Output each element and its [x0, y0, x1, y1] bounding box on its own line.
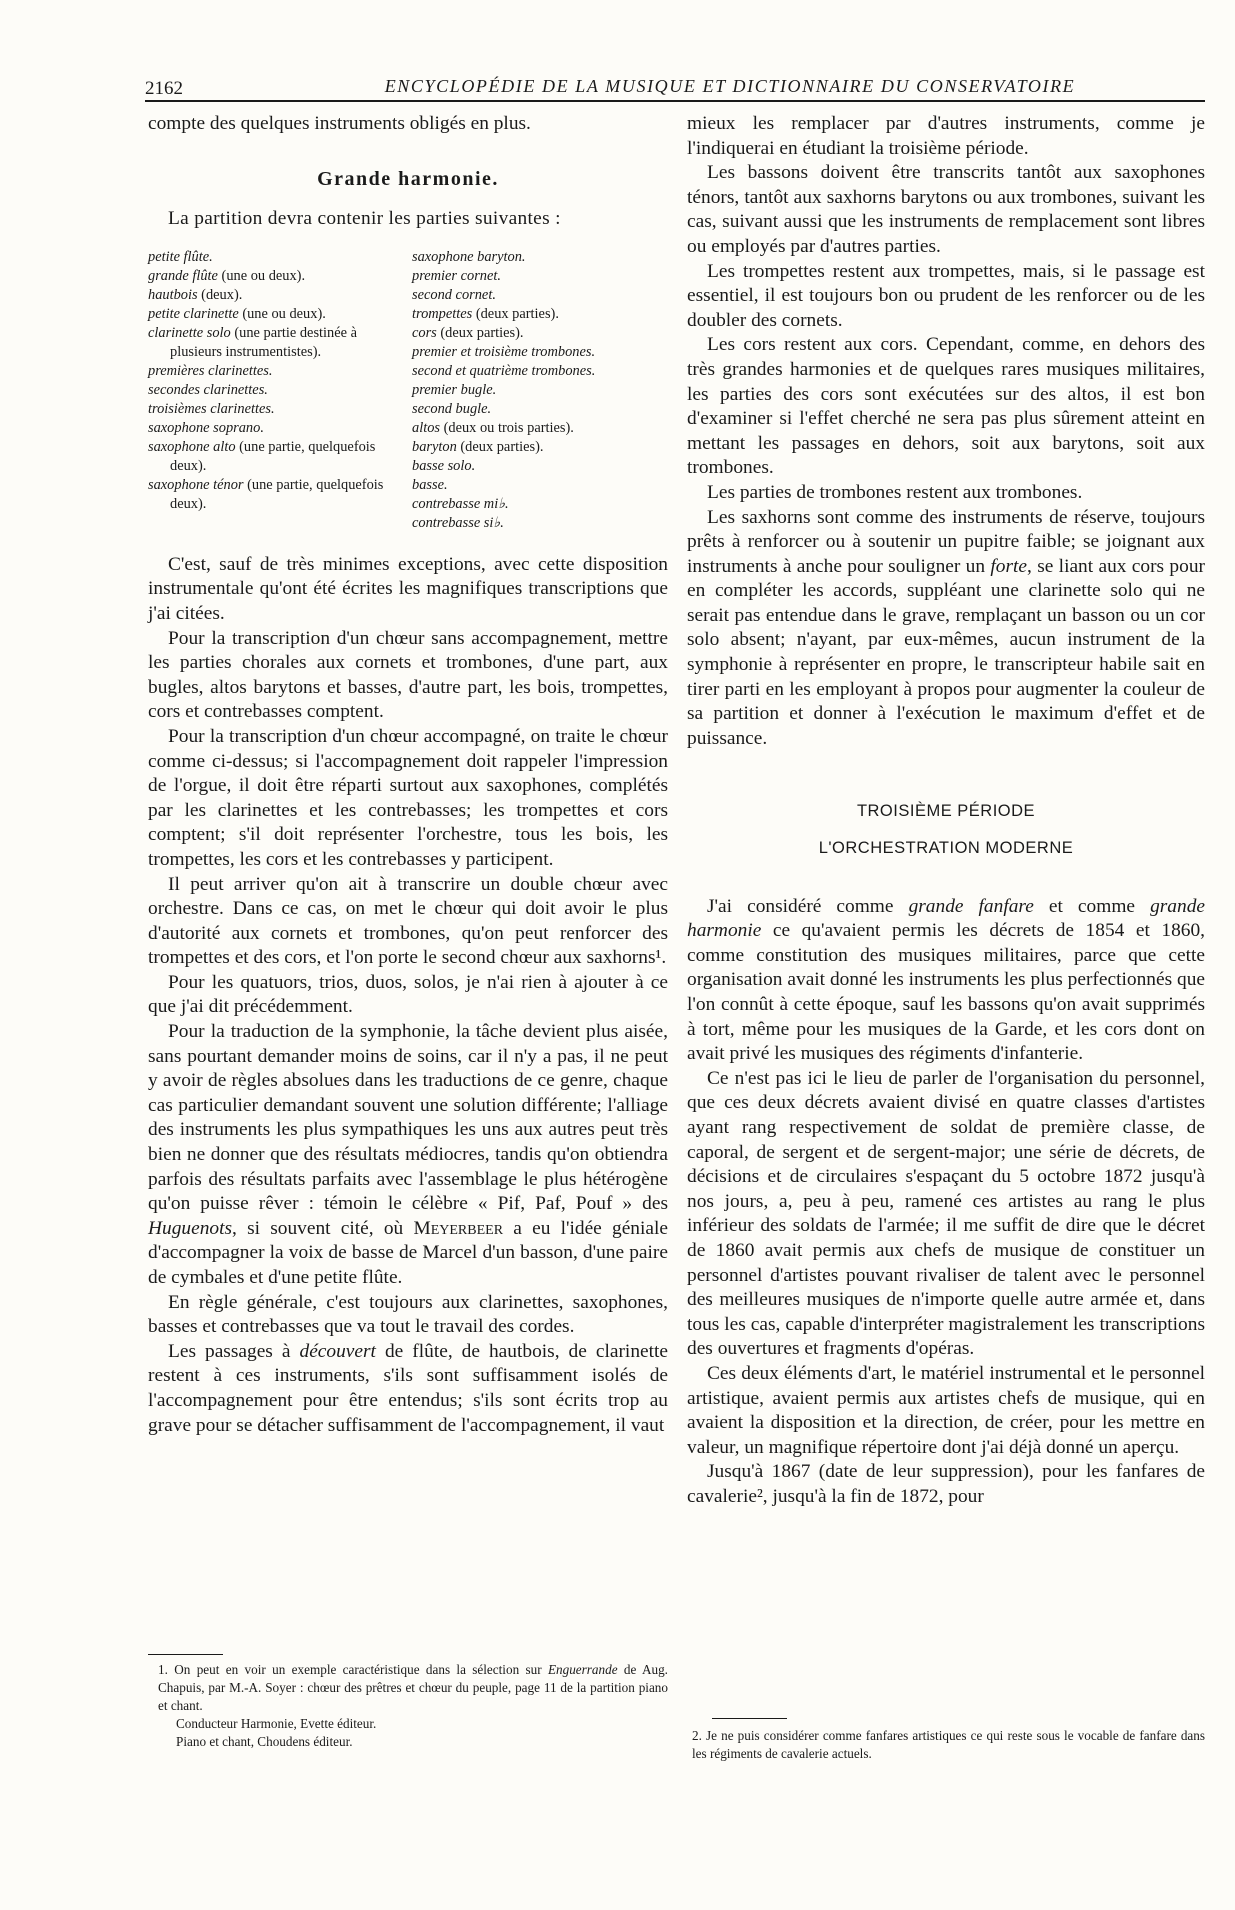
instrument-item: [148, 248, 404, 267]
instrument-note: (deux ou trois parties).: [440, 419, 574, 436]
instrument-item: [412, 438, 668, 457]
paragraph: C'est, sauf de très minimes exceptions, avec cette disposition instrumentale qu'ont été écrites les magnifiques transcriptions que j'ai citées.: [148, 553, 668, 624]
page-header: [145, 76, 1205, 102]
period-subheading: L'ORCHESTRATION MODERNE: [818, 839, 1074, 858]
instrument-item: [148, 381, 404, 400]
period-heading: TROISIÈME PÉRIODE: [856, 802, 1036, 821]
instrument-name: saxophone baryton.: [412, 248, 526, 265]
instrument-name: hautbois: [148, 286, 198, 303]
paragraph: Il peut arriver qu'on ait à transcrire un double chœur avec orchestre. Dans ce cas, on met le chœur qui doit avoir le plus d'autorité aux cornets et trombones, qu'on peut renforcer des trompettes et des cors, et l'on porte le second chœur aux saxhorns¹.: [148, 873, 668, 969]
instrument-item: [412, 324, 668, 343]
text-run: Les passages à: [168, 1340, 300, 1362]
paragraph: [687, 895, 1205, 1067]
paragraph: Ce n'est pas ici le lieu de parler de l'organisation du personnel, que ces deux décrets avaient divisé en quatre classes d'artistes ayant rang respectivement de soldat de première classe, de caporal, de sergent et de sergent-major; une série de décrets, de décisions et de circulaires s'espaçant du 5 octobre 1872 jusqu'à nos jours, a, peu à peu, ramené ces artistes au rang le plus inférieur des soldats de l'armée; il me suffit de dire que le décret de 1860 avait permis aux chefs de musique de constituer un personnel d'artistes pouvant rivaliser de talent avec le personnel des meilleures musiques de n'importe quelle autre armée et, dans tous les cas, capable d'interpréter magistralement les transcriptions des ouvertures et fragments d'opéras.: [687, 1067, 1205, 1360]
instrument-name: saxophone soprano.: [148, 419, 264, 436]
instrument-name: altos: [412, 419, 440, 436]
instrument-name: premier cornet.: [412, 267, 501, 284]
text-run: de Aug. Chapuis, par M.-A. Soyer : chœur des prêtres et chœur du peuple, page 11 de la partition piano et chant.: [158, 1662, 668, 1713]
instrument-item: [412, 343, 668, 362]
instrument-name: basse.: [412, 476, 448, 493]
text-run: Les saxhorns sont comme des instruments de réserve, toujours prêts à renforcer ou à soutenir un pupitre faible; se joignant aux instruments à anche pour souligner un: [687, 506, 1205, 577]
footnote-line: [158, 1661, 668, 1715]
instrument-name: second cornet.: [412, 286, 496, 303]
instrument-note: (une partie, quelquefois deux).: [170, 476, 384, 512]
emphasis: découvert: [299, 1340, 376, 1362]
paragraph: Jusqu'à 1867 (date de leur suppression), pour les fanfares de cavalerie², jusqu'à la fin de 1872, pour: [687, 1461, 1205, 1507]
paragraph: Les parties de trombones restent aux trombones.: [707, 481, 1083, 503]
text-run: Pour la traduction de la symphonie, la tâche devient plus aisée, sans pourtant demander moins de soins, car il n'y a pas, il ne peut y avoir de règles absolues dans les traductions de ce genre, chaque cas particulier demandant souvent une solution différente; l'alliage des instruments les plus sympathiques les uns aux autres peut très bien ne donner que des résultats médiocres, tandis qu'on obtiendra parfois des résultats parfaits avec l'assemblage le plus hétérogène qu'on puisse rêver : témoin le célèbre « Pif, Paf, Pouf » des: [148, 1021, 668, 1215]
instrument-item: [412, 457, 668, 476]
instrument-item: [412, 248, 668, 267]
emphasis: forte: [990, 555, 1028, 577]
instrument-note: (deux parties).: [436, 324, 524, 341]
instrument-name: premières clarinettes.: [148, 362, 273, 379]
work-title: Enguerrande: [547, 1662, 618, 1677]
instrument-item: [148, 400, 404, 419]
instrument-note: (une partie destinée à plusieurs instrumentistes).: [170, 324, 357, 360]
composer-name: Meyerbeer: [413, 1217, 504, 1239]
left-column: [148, 112, 668, 1438]
opera-title: Huguenots: [148, 1217, 233, 1239]
instrument-item: [412, 267, 668, 286]
instrument-list-col-2: [412, 248, 668, 533]
instrument-name: petite clarinette: [148, 305, 239, 322]
paragraph: [687, 506, 1205, 752]
instrument-name: premier bugle.: [412, 381, 497, 398]
text-run: a eu l'idée géniale d'accompagner la voix de basse de Marcel d'un basson, d'une paire de cymbales et d'une petite flûte.: [148, 1217, 668, 1288]
instrument-item: [148, 305, 404, 324]
instrument-name: saxophone alto: [148, 438, 236, 455]
footnote-divider: [712, 1718, 787, 1719]
instrument-item: [412, 400, 668, 419]
text-run: et comme: [1033, 895, 1151, 917]
instrument-item: [148, 419, 404, 438]
paragraph: compte des quelques instruments obligés en plus.: [148, 113, 531, 134]
instrument-item: [412, 495, 668, 514]
footnote-line: 2. Je ne puis considérer comme fanfares artistiques ce qui reste sous le vocable de fanfare dans les régiments de cavalerie actuels.: [692, 1728, 1205, 1761]
instrument-note: (une ou deux).: [217, 267, 306, 284]
paragraph: Pour la transcription d'un chœur accompagné, on traite le chœur comme ci-dessus; si l'accompagnement doit rappeler l'impression de l'orgue, il doit être réparti surtout aux saxophones, complétés par les clarinettes et les contrebasses; les trompettes et cors comptent; s'il doit représenter l'orchestre, tous les bois, les trompettes, les cors et les contrebasses y participent.: [148, 725, 668, 870]
intro-line: La partition devra contenir les parties suivantes :: [168, 208, 561, 230]
instrument-name: petite flûte.: [148, 248, 213, 265]
paragraph: [148, 1020, 668, 1291]
instrument-list: [148, 248, 668, 533]
instrument-item: [412, 286, 668, 305]
instrument-item: [412, 476, 668, 495]
instrument-list-col-1: [148, 248, 404, 533]
instrument-name: baryton: [412, 438, 457, 455]
paragraph: Les cors restent aux cors. Cependant, comme, en dehors des très grandes harmonies et de quelques rares musiques militaires, les parties des cors sont exécutées sur des altos, il est bon d'examiner si l'effet cherché ne sera pas plus sûrement atteint en mettant les passages en dehors, soit aux barytons, soit aux trombones.: [687, 334, 1205, 479]
instrument-item: [148, 438, 404, 476]
instrument-name: cors: [412, 324, 437, 341]
text-run: , se liant aux cors pour en compléter les accords, suppléant une clarinette solo qui ne serait pas entendue dans le grave, remplaçant un basson ou un cor solo absent; n'ayant, par eux-mêmes, aucun instrument de la symphonie à représenter en propre, le transcripteur habile sait en tirer parti en les employant à propos pour augmenter la couleur de sa partition et donner à l'exécution le maximum d'effet et de puissance.: [687, 555, 1205, 749]
instrument-name: saxophone ténor: [148, 476, 244, 493]
instrument-item: [412, 419, 668, 438]
instrument-item: [412, 514, 668, 533]
instrument-note: (deux parties).: [456, 438, 544, 455]
emphasis: grande harmonie: [687, 895, 1205, 942]
text-run: J'ai considéré comme: [707, 895, 909, 917]
instrument-name: second bugle.: [412, 400, 492, 417]
instrument-item: [412, 381, 668, 400]
instrument-item: [148, 267, 404, 286]
instrument-note: (une partie, quelquefois deux).: [170, 438, 376, 474]
paragraph: Pour la transcription d'un chœur sans accompagnement, mettre les parties chorales aux cornets et trombones, d'une part, aux bugles, altos barytons et basses, d'autre part, les bois, trompettes, cors et contrebasses comptent.: [148, 627, 668, 723]
text-run: , si souvent cité, où: [232, 1217, 414, 1239]
instrument-name: contrebasse si♭.: [412, 514, 504, 531]
instrument-note: (une ou deux).: [238, 305, 326, 322]
instrument-name: secondes clarinettes.: [148, 381, 268, 398]
emphasis: grande fanfare: [908, 895, 1034, 917]
instrument-item: [148, 286, 404, 305]
text-run: de flûte, de hautbois, de clarinette restent à ces instruments, s'ils sont suffisamment isolés de l'accompagnement pour être entendus; s'ils sont écrits trop au grave pour se détacher suffisamment de l'accompagnement, il vaut: [148, 1340, 668, 1436]
instrument-item: [148, 476, 404, 514]
instrument-item: [412, 362, 668, 381]
text-run: ce qu'avaient permis les décrets de 1854 et 1860, comme constitution des musiques militaires, parce que cette organisation avait donné les instruments les plus perfectionnés que l'on connût à cette époque, sauf les bassons qu'on avait supprimés à tort, même pour les musiques de la Garde, et les cors dont on avait privé les musiques des régiments d'infanterie.: [687, 920, 1205, 1065]
instrument-item: [412, 305, 668, 324]
instrument-name: grande flûte: [148, 267, 218, 284]
paragraph: [148, 1340, 668, 1438]
section-heading: Grande harmonie.: [317, 167, 499, 190]
footnote-2: [692, 1727, 1205, 1763]
paragraph: Les bassons doivent être transcrits tantôt aux saxophones ténors, tantôt aux saxhorns barytons ou aux trombones, suivant les cas, suivant aussi que les instruments de remplacement sont libres ou employés par d'autres parties.: [687, 162, 1205, 257]
paragraph: Les trompettes restent aux trompettes, mais, si le passage est essentiel, il est toujours bon ou prudent de les renforcer ou de les doubler des cornets.: [687, 260, 1205, 331]
paragraph: mieux les remplacer par d'autres instruments, comme je l'indiquerai en étudiant la troisième période.: [687, 113, 1205, 159]
instrument-note: (deux parties).: [472, 305, 559, 322]
footnote-line: Piano et chant, Choudens éditeur.: [176, 1734, 353, 1749]
right-column: [687, 112, 1205, 1509]
page-number: 2162: [145, 78, 183, 99]
instrument-name: trompettes: [412, 305, 473, 322]
footnote-1: [158, 1661, 668, 1751]
instrument-name: premier et troisième trombones.: [412, 343, 596, 360]
text-run: 1. On peut en voir un exemple caractéristique dans la sélection sur: [158, 1662, 548, 1677]
paragraph: En règle générale, c'est toujours aux clarinettes, saxophones, basses et contrebasses que va tout le travail des cordes.: [148, 1291, 668, 1338]
instrument-name: second et quatrième trombones.: [412, 362, 596, 379]
running-title: ENCYCLOPÉDIE DE LA MUSIQUE ET DICTIONNAIRE DU CONSERVATOIRE: [384, 76, 1076, 96]
paragraph: Ces deux éléments d'art, le matériel instrumental et le personnel artistique, avaient permis aux artistes chefs de musique, qui en avaient la disposition et la direction, de créer, pour les mettre en valeur, un magnifique répertoire dont j'ai déjà donné un aperçu.: [687, 1362, 1205, 1458]
paragraph: Pour les quatuors, trios, duos, solos, je n'ai rien à ajouter à ce que j'ai dit précédemment.: [148, 971, 668, 1018]
instrument-note: (deux).: [197, 286, 243, 303]
instrument-item: [148, 324, 404, 362]
instrument-name: clarinette solo: [148, 324, 231, 341]
footnote-line: Conducteur Harmonie, Evette éditeur.: [176, 1716, 377, 1731]
instrument-name: contrebasse mi♭.: [412, 495, 509, 512]
instrument-name: troisièmes clarinettes.: [148, 400, 275, 417]
instrument-name: basse solo.: [412, 457, 476, 474]
instrument-item: [148, 362, 404, 381]
footnote-divider: [148, 1654, 223, 1655]
